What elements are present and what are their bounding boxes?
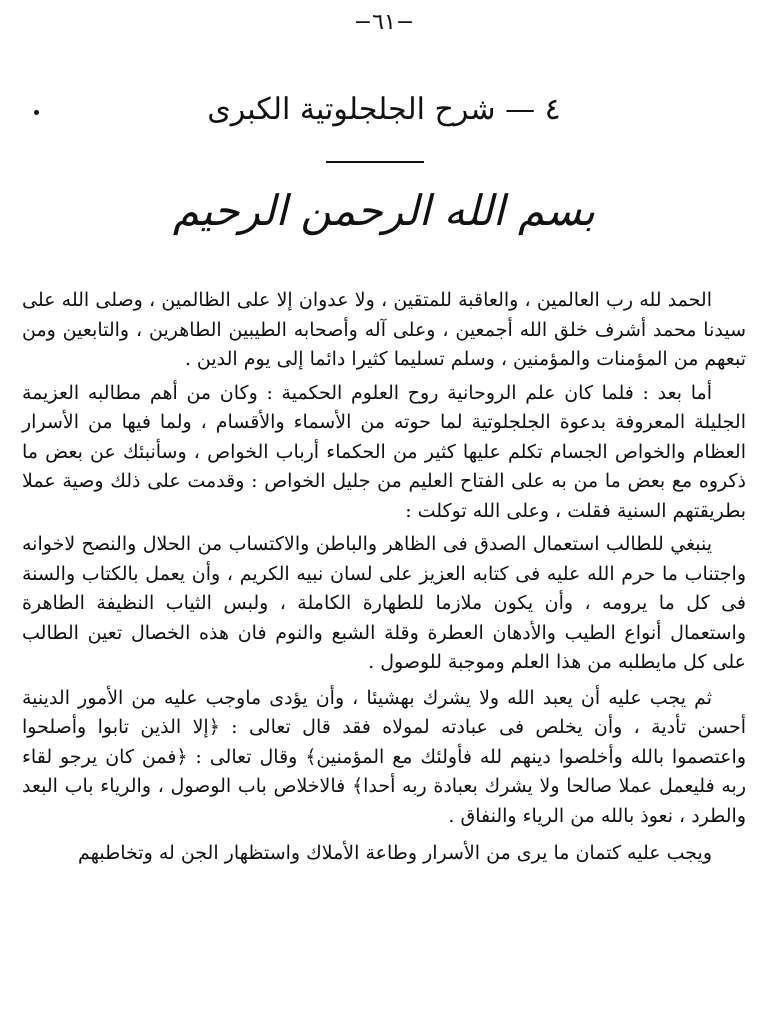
paragraph-sincerity: ثم يجب عليه أن يعبد الله ولا يشرك بهشيئا ، وأن يؤدى ماوجب عليه من الأمور الدينية أحسن تأدية ، وأن يخلص فى عبادته لمولاه فقد قال تعالى : ﴿إلا الذين تابوا وأصلحوا واعتصموا بالله وأخلصوا دينهم لله فأولئك مع المؤمنين﴾ وقال تعالى : ﴿فمن كان يرجو لقاء ربه فليعمل عملا صالحا ولا يشرك بعبادة ربه أحدا﴾ فالاخلاص باب الوصول ، والرياء باب البعد والطرد ، نعوذ بالله من الرياء والنفاق . [22, 686, 746, 827]
basmala-heading: بسم الله الرحمن الرحيم [172, 186, 596, 235]
margin-dot [34, 110, 39, 115]
chapter-title: ٤ — شرح الجلجلوتية الكبرى [207, 92, 561, 127]
paragraph-seeker-conduct: ينبغي للطالب استعمال الصدق فى الظاهر والباطن والاكتساب من الحلال والنصح لاخوانه واجتناب ما حرم الله عليه فى كتابه العزيز على لسان نبيه الكريم ، وأن يعمل بالكتاب والسنة فى كل ما يرومه ، وأن يكون ملازما للطهارة الكاملة ، ولبس الثياب النظيفة الطاهرة واستعمال أنواع الطيب والأدهان العطرة وقلة الشبع والنوم فان هذه الخصال تعين الطالب على كل مايطلبه من هذا العلم وموجبة للوصول . [22, 533, 746, 673]
body-text [22, 286, 746, 869]
page-number: −٦١− [353, 10, 415, 35]
paragraph-concealment: ويجب عليه كتمان ما يرى من الأسرار وطاعة الأملاك واستظهار الجن له وتخاطبهم [78, 842, 712, 864]
paragraph-introduction: أما بعد : فلما كان علم الروحانية روح العلوم الحكمية : وكان من أهم مطالبه العزيمة الجليلة المعروفة بدعوة الجلجلوتية لما حوته من الأسماء والأقسام ، ولما فيها من الأسرار العظام والخواص الجسام تكلم عليها كثير من الحكماء أرباب الخواص ، وسأنبئك عن بعض ما ذكروه مع بعض ما من به على الفتاح العليم من جليل الخواص : وقدمت على ذلك وصية عملا بطريقتهم السنية فقلت ، وعلى الله توكلت : [22, 381, 746, 522]
paragraph-praise: الحمد لله رب العالمين ، والعاقبة للمتقين ، ولا عدوان إلا على الظالمين ، وصلى الله على سيدنا محمد أشرف خلق الله أجمعين ، وعلى آله وأصحابه الطيبين الطاهرين ، والتابعين ومن تبعهم من المؤمنات والمؤمنين ، وسلم تسليما كثيرا دائما إلى يوم الدين . [22, 289, 746, 370]
title-divider [326, 161, 424, 163]
